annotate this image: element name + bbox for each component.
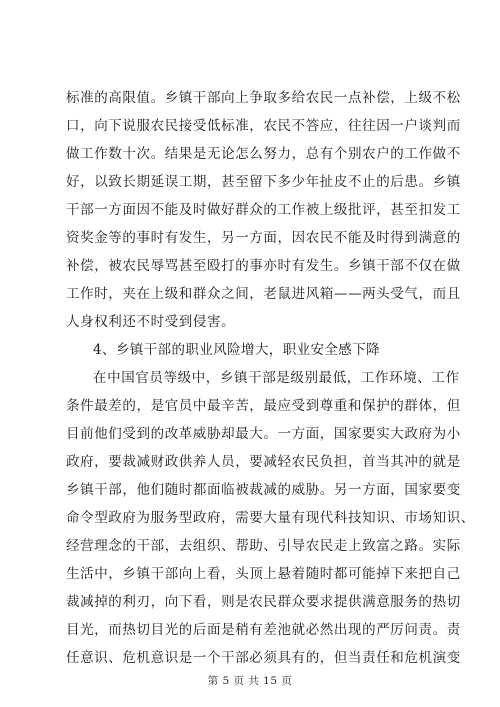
text-line: 目前他们受到的改革威胁却最大。一方面，国家要实大政府为小 — [66, 426, 461, 442]
text-line: 生活中，乡镇干部向上看，头顶上悬着随时都可能掉下来把自己 — [66, 566, 461, 582]
page-footer: 第 5 页 共 15 页 — [207, 675, 293, 687]
text-line: 补偿，被农民辱骂甚至殴打的事亦时有发生。乡镇干部不仅在做 — [66, 258, 461, 274]
text-line: 经营理念的干部，去组织、帮助、引导农民走上致富之路。实际 — [66, 538, 461, 554]
text-line: 标准的高限值。乡镇干部向上争取多给农民一点补偿，上级不松 — [66, 90, 461, 106]
text-line: 目光，而热切目光的后面是稍有差池就必然出现的严厉问责。责 — [66, 622, 461, 638]
text-line: 口，向下说服农民接受低标准，农民不答应，往往因一户谈判而 — [66, 118, 461, 134]
text-line: 在中国官员等级中，乡镇干部是级别最低，工作环境、工作 — [93, 370, 460, 386]
text-line: 好，以致长期延误工期，甚至留下多少年扯皮不止的后患。乡镇 — [66, 174, 461, 190]
section-heading: 4、乡镇干部的职业风险增大，职业安全感下降 — [93, 342, 380, 358]
text-line: 人身权利还不时受到侵害。 — [66, 314, 236, 330]
text-line: 命令型政府为服务型政府，需要大量有现代科技知识、市场知识、 — [66, 510, 475, 526]
text-line: 工作时，夹在上级和群众之间，老鼠进风箱——两头受气，而且 — [66, 286, 461, 302]
text-line: 干部一方面因不能及时做好群众的工作被上级批评，甚至扣发工 — [66, 202, 461, 218]
text-line: 做工作数十次。结果是无论怎么努力，总有个别农户的工作做不 — [66, 146, 461, 162]
text-line: 政府，要裁减财政供养人员，要减轻农民负担，首当其冲的就是 — [66, 454, 461, 470]
text-line: 资奖金等的事时有发生，另一方面，因农民不能及时得到满意的 — [66, 230, 461, 246]
text-line: 裁减掉的利刃，向下看，则是农民群众要求提供满意服务的热切 — [66, 594, 461, 610]
text-line: 乡镇干部，他们随时都面临被裁减的威胁。另一方面，国家要变 — [66, 482, 461, 498]
text-line: 条件最差的，是官员中最辛苦，最应受到尊重和保护的群体，但 — [66, 398, 461, 414]
text-line: 任意识、危机意识是一个干部必须具有的，但当责任和危机演变 — [66, 650, 461, 666]
